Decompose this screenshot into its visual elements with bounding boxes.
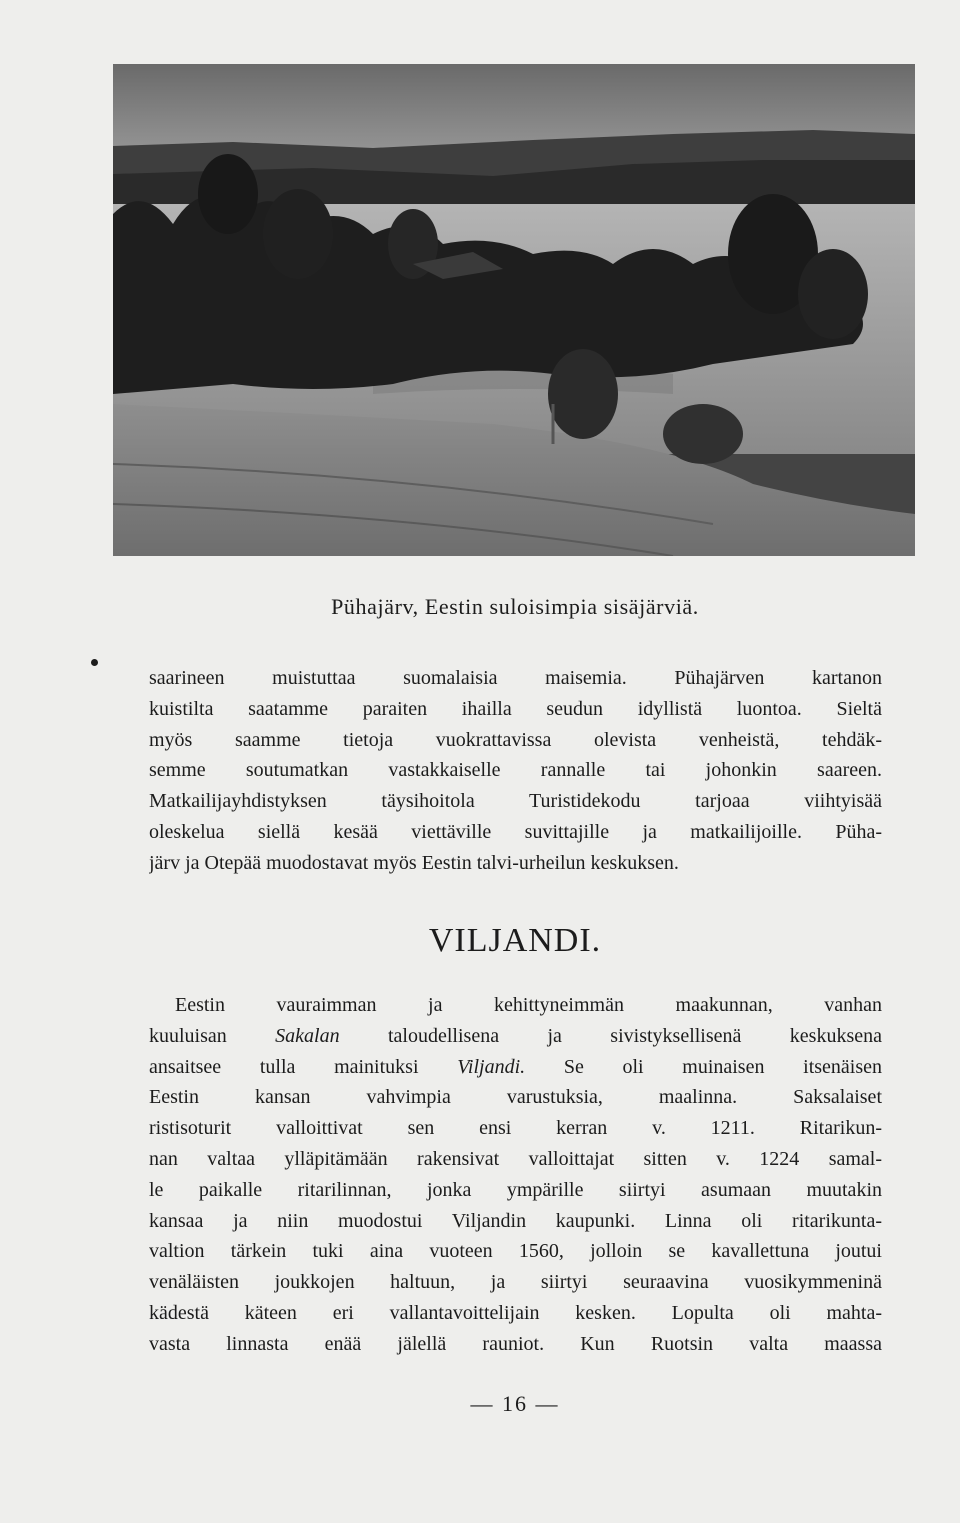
text-line: Matkailijayhdistyksen täysihoitola Turistidekodu tarjoaa viihtyisää [149,790,882,813]
photo-caption: Pühajärv, Eestin suloisimpia sisäjärviä. [331,594,699,619]
text-line: oleskelua siellä kesää viettäville suvittajille ja matkailijoille. Püha- [149,820,882,843]
text-line [149,1052,882,1083]
text-line: kansaa ja niin muodostui Viljandin kaupunki. Linna oli ritarikunta- [149,1209,882,1232]
paragraph-2 [149,990,882,1360]
text-line: kuistilta saatamme paraiten ihailla seudun idyllistä luontoa. Sieltä [149,697,882,720]
text-line: kädestä käteen eri vallantavoittelijain kesken. Lopulta oli mahta- [149,1301,882,1324]
text-line: myös saamme tietoja vuokrattavissa olevista venheistä, tehdäk- [149,728,882,751]
text-line: semme soutumatkan vastakkaiselle rannalle tai johonkin saareen. [149,759,882,782]
text-line: järv ja Otepää muodostavat myös Eestin talvi-urheilun keskuksen. [149,851,679,874]
margin-dot [91,659,98,666]
text-line: le paikalle ritarilinnan, jonka ympärille siirtyi asumaan muutakin [149,1178,882,1201]
text-line: Eestin kansan vahvimpia varustuksia, maalinna. Saksalaiset [149,1086,882,1109]
italic-place-name: Sakalan [275,1024,340,1047]
text-line: vasta linnasta enää jälellä rauniot. Kun Ruotsin valta maassa [149,1332,882,1355]
text-line: ristisoturit valloittivat sen ensi kerran v. 1211. Ritarikun- [149,1117,882,1140]
text-fragment: Se oli muinaisen itsenäisen [525,1055,882,1078]
text-line: valtion tärkein tuki aina vuoteen 1560, jolloin se kavallettuna joutui [149,1240,882,1263]
text-line: Eestin vauraimman ja kehittyneimmän maakunnan, vanhan [175,994,882,1016]
lake-landscape-image [113,64,915,556]
italic-place-name: Viljandi. [457,1055,526,1078]
paragraph-1 [149,663,882,879]
lake-photograph [113,64,915,556]
text-fragment: ansaitsee tulla mainituksi [149,1055,458,1078]
text-line: venäläisten joukkojen haltuun, ja siirtyi seuraavina vuosikymmeninä [149,1271,882,1294]
text-fragment: kuuluisan [149,1024,276,1047]
text-line: nan valtaa ylläpitämään rakensivat valloittajat sitten v. 1224 samal- [149,1147,882,1170]
text-line: saarineen muistuttaa suomalaisia maisemia. Pühajärven kartanon [149,667,882,689]
text-fragment: taloudellisena ja sivistyksellisenä keskuksena [339,1024,882,1047]
text-line [149,1021,882,1052]
section-title: VILJANDI. [428,922,602,959]
page-number: — 16 — [470,1391,560,1416]
